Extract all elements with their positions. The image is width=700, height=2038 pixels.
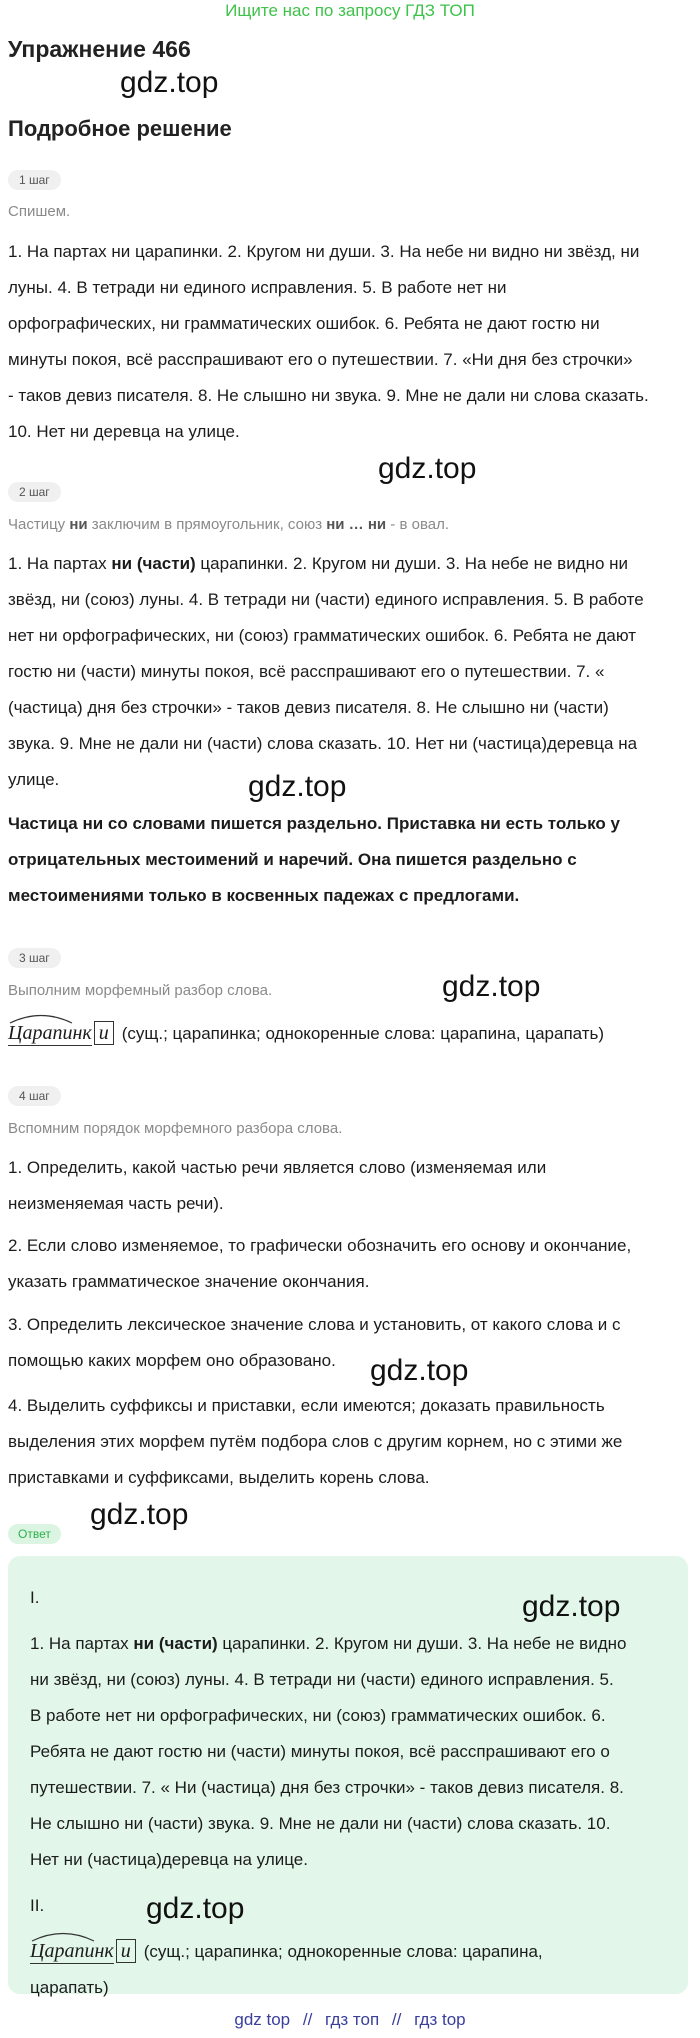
text-line: помощью каких морфем оно образовано.: [8, 1351, 336, 1370]
watermark: gdz.top: [120, 66, 219, 99]
step-4-p2: [8, 1228, 631, 1300]
text-line: улице.: [8, 770, 60, 789]
step-4-p4: [8, 1388, 622, 1496]
answer-morpheme: [30, 1940, 543, 1964]
step-badge-3: 3 шаг: [8, 948, 61, 968]
step-4-p3: [8, 1307, 621, 1379]
text-line: 2. Если слово изменяемое, то графически обозначить его основу и окончание,: [8, 1236, 632, 1255]
search-hint-link[interactable]: Ищите нас по запросу ГДЗ ТОП: [225, 1, 475, 20]
text-line: В работе нет ни орфографических, ни (союз) грамматических ошибок. 6.: [30, 1706, 606, 1725]
watermark: gdz.top: [370, 1354, 469, 1387]
morpheme-analysis: [8, 1022, 604, 1046]
word-root: Царапинк: [8, 1022, 92, 1046]
text-line: Нет ни (частица)деревца на улице.: [30, 1850, 308, 1869]
separator: //: [391, 2010, 402, 2029]
root-arc-icon: [8, 1012, 74, 1024]
bottom-link-3[interactable]: гдз top: [414, 2010, 466, 2029]
text-line: (частица) дня без строчки» - таков девиз писателя. 8. Не слышно ни (части): [8, 698, 609, 717]
text-line: ни звёзд, ни (союз) луны. 4. В тетради ни (части) единого исправления. 5.: [30, 1670, 614, 1689]
separator: //: [302, 2010, 313, 2029]
text-line: орфографических, ни грамматических ошибок. 6. Ребята не дают гостю ни: [8, 314, 600, 333]
step-2-rule: [8, 806, 620, 914]
morpheme-note: (сущ.; царапинка; однокоренные слова: царапина,: [143, 1942, 543, 1961]
step-badge-1: 1 шаг: [8, 170, 61, 190]
watermark: gdz.top: [442, 970, 541, 1003]
watermark: gdz.top: [146, 1892, 245, 1925]
answer-badge: Ответ: [8, 1524, 61, 1544]
morpheme-note-cont: царапать): [30, 1978, 109, 1997]
text-line: гостю ни (части) минуты покоя, всё расспрашивают его о путешествии. 7. «: [8, 662, 605, 681]
text-line: звука. 9. Мне не дали ни (части) слова сказать. 10. Нет ни (частица)деревца на: [8, 734, 638, 753]
bottom-link-1[interactable]: gdz top: [234, 2010, 291, 2029]
text-line: 3. Определить лексическое значение слова и установить, от какого слова и с: [8, 1315, 621, 1334]
watermark: gdz.top: [522, 1590, 621, 1623]
text-line: звёзд, ни (союз) луны. 4. В тетради ни (части) единого исправления. 5. В работе: [8, 590, 644, 609]
watermark: gdz.top: [378, 452, 477, 485]
text-line: 1. Определить, какой частью речи является слово (изменяемая или: [8, 1158, 547, 1177]
text-line: - таков девиз писателя. 8. Не слышно ни звука. 9. Мне не дали ни слова сказать.: [8, 386, 649, 405]
text-line: минуты покоя, всё расспрашивают его о путешествии. 7. «Ни дня без строчки»: [8, 350, 633, 369]
text-line: 1. На партах ни (части) царапинки. 2. Кругом ни души. 3. На небе не видно ни: [8, 554, 629, 573]
text-line: 10. Нет ни деревца на улице.: [8, 422, 240, 441]
step-1-hint: Спишем.: [8, 203, 71, 220]
text-line: луны. 4. В тетради ни единого исправления. 5. В работе нет ни: [8, 278, 507, 297]
step-1-text: [8, 234, 649, 450]
step-badge-2: 2 шаг: [8, 482, 61, 502]
watermark: gdz.top: [90, 1498, 189, 1531]
text-line: неизменяемая часть речи).: [8, 1194, 224, 1213]
step-3-hint: Выполним морфемный разбор слова.: [8, 982, 273, 999]
word-root: Царапинк: [30, 1940, 114, 1964]
bottom-link-2[interactable]: гдз топ: [325, 2010, 380, 2029]
text-line: 4. Выделить суффиксы и приставки, если имеются; доказать правильность: [8, 1396, 605, 1415]
text-line: Не слышно ни (части) звука. 9. Мне не дали ни (части) слова сказать. 10.: [30, 1814, 611, 1833]
step-badge-4: 4 шаг: [8, 1086, 61, 1106]
text-line: приставками и суффиксами, выделить корень слова.: [8, 1468, 430, 1487]
text-line: местоимениями только в косвенных падежах с предлогами.: [8, 886, 520, 905]
text-line: 1. На партах ни царапинки. 2. Кругом ни души. 3. На небе ни видно ни звёзд, ни: [8, 242, 640, 261]
morpheme-note: (сущ.; царапинка; однокоренные слова: царапина, царапать): [121, 1024, 605, 1043]
step-4-p1: [8, 1150, 546, 1222]
text-line: путешествии. 7. « Ни (частица) дня без строчки» - таков девиз писателя. 8.: [30, 1778, 624, 1797]
text-line: нет ни орфографических, ни (союз) грамматических ошибок. 6. Ребята не дают: [8, 626, 637, 645]
morpheme-word: [30, 1940, 136, 1964]
root-arc-icon: [30, 1930, 96, 1942]
text-line: выделения этих морфем путём подбора слов с другим корнем, но с этими же: [8, 1432, 623, 1451]
section-title: Подробное решение: [8, 116, 232, 141]
step-2-text: [8, 546, 644, 798]
morpheme-word: [8, 1022, 114, 1046]
bottom-links: [0, 2010, 700, 2030]
page-title: Упражнение 466: [8, 36, 191, 62]
watermark: gdz.top: [248, 770, 347, 803]
text-line: Частица ни со словами пишется раздельно. Приставка ни есть только у: [8, 814, 620, 833]
answer-text: [30, 1626, 626, 1878]
step-2-hint: Частицу ни заключим в прямоугольник, союз ни … ни - в овал.: [8, 516, 450, 533]
text-line: Ребята не дают гостю ни (части) минуты покоя, всё расспрашивают его о: [30, 1742, 610, 1761]
text-line: 1. На партах ни (части) царапинки. 2. Кругом ни души. 3. На небе не видно: [30, 1634, 627, 1653]
text-line: отрицательных местоимений и наречий. Она пишется раздельно с: [8, 850, 577, 869]
word-ending: и: [116, 1939, 136, 1963]
answer-part-2: II.: [30, 1896, 45, 1915]
step-4-hint: Вспомним порядок морфемного разбора слова.: [8, 1120, 343, 1137]
answer-part-1: I.: [30, 1588, 40, 1607]
text-line: указать грамматическое значение окончания.: [8, 1272, 370, 1291]
word-ending: и: [94, 1021, 114, 1045]
